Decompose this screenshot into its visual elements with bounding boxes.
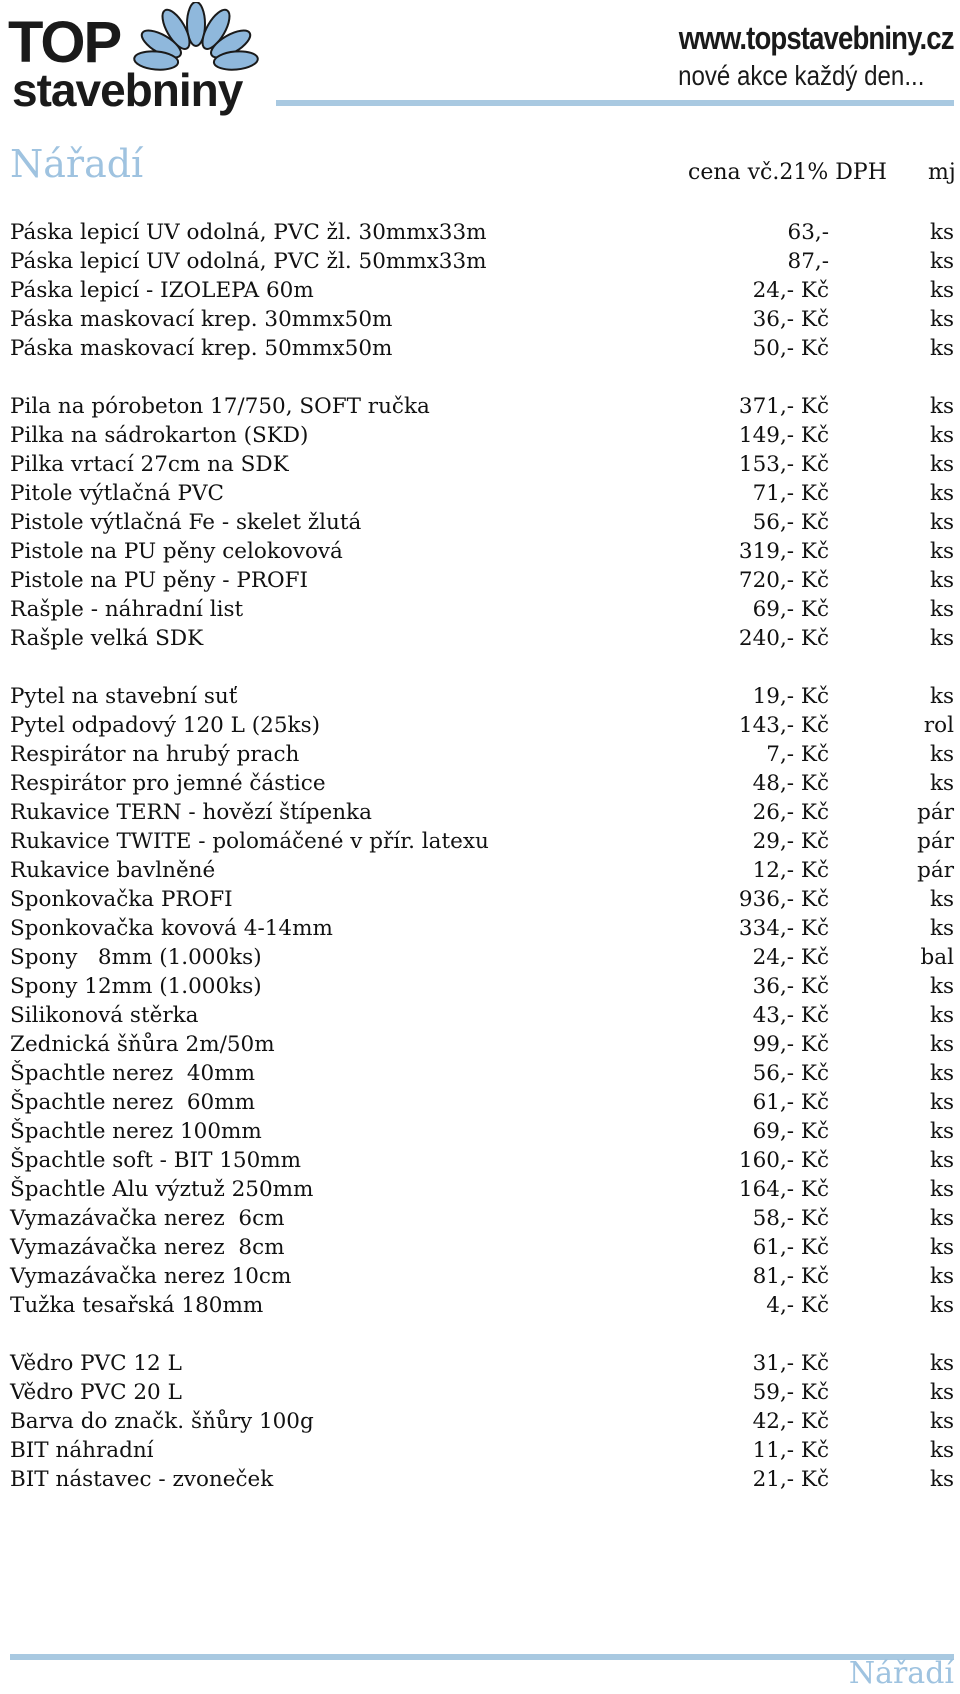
table-row bbox=[0, 1378, 960, 1407]
item-price: 59,- Kč bbox=[752, 1380, 829, 1405]
table-row bbox=[0, 479, 960, 508]
item-unit: ks bbox=[929, 1380, 954, 1405]
item-name: Sponkovačka kovová 4-14mm bbox=[10, 916, 333, 941]
item-price: 58,- Kč bbox=[752, 1206, 829, 1231]
item-unit: ks bbox=[929, 1119, 954, 1144]
site-url[interactable]: www.topstavebniny.cz bbox=[679, 20, 954, 56]
item-unit: ks bbox=[929, 1032, 954, 1057]
item-name: Rukavice bavlněné bbox=[10, 858, 216, 883]
item-name: Rukavice TERN - hovězí štípenka bbox=[10, 800, 372, 825]
table-row bbox=[0, 769, 960, 798]
item-unit: ks bbox=[929, 1148, 954, 1173]
item-price: 143,- Kč bbox=[738, 713, 829, 738]
item-name: Sponkovačka PROFI bbox=[10, 887, 233, 912]
item-unit: bal bbox=[920, 945, 954, 970]
table-row bbox=[0, 537, 960, 566]
header-rule bbox=[276, 100, 954, 106]
table-row bbox=[0, 508, 960, 537]
item-name: Pistole výtlačná Fe - skelet žlutá bbox=[10, 510, 362, 535]
item-price: 81,- Kč bbox=[752, 1264, 829, 1289]
item-price: 36,- Kč bbox=[752, 307, 829, 332]
table-row bbox=[0, 740, 960, 769]
item-price: 319,- Kč bbox=[738, 539, 829, 564]
item-name: Špachtle Alu výztuž 250mm bbox=[10, 1177, 314, 1202]
table-row bbox=[0, 827, 960, 856]
item-price: 42,- Kč bbox=[752, 1409, 829, 1434]
table-row bbox=[0, 711, 960, 740]
table-row bbox=[0, 247, 960, 276]
item-price: 36,- Kč bbox=[752, 974, 829, 999]
item-unit: pár bbox=[917, 829, 954, 854]
logo-bottom-text: stavebniny bbox=[12, 64, 243, 116]
item-name: Páska lepicí - IZOLEPA 60m bbox=[10, 278, 314, 303]
item-unit: ks bbox=[929, 974, 954, 999]
table-row bbox=[0, 972, 960, 1001]
item-name: Rašple - náhradní list bbox=[10, 597, 244, 622]
table-row bbox=[0, 1175, 960, 1204]
item-unit: ks bbox=[929, 626, 954, 651]
item-unit: ks bbox=[929, 394, 954, 419]
item-price: 63,- bbox=[787, 220, 829, 245]
item-unit: ks bbox=[929, 278, 954, 303]
item-price: 240,- Kč bbox=[738, 626, 829, 651]
item-name: Vymazávačka nerez 6cm bbox=[10, 1206, 285, 1231]
item-name: Vymazávačka nerez 10cm bbox=[10, 1264, 292, 1289]
item-name: Páska maskovací krep. 30mmx50m bbox=[10, 307, 393, 332]
table-row bbox=[0, 450, 960, 479]
item-unit: ks bbox=[929, 1003, 954, 1028]
table-row bbox=[0, 1030, 960, 1059]
table-row bbox=[0, 334, 960, 363]
table-row bbox=[0, 1407, 960, 1436]
item-unit: ks bbox=[929, 452, 954, 477]
table-row bbox=[0, 914, 960, 943]
item-unit: ks bbox=[929, 220, 954, 245]
item-name: Vymazávačka nerez 8cm bbox=[10, 1235, 285, 1260]
table-row bbox=[0, 421, 960, 450]
section-title: Nářadí bbox=[10, 142, 144, 186]
item-price: 99,- Kč bbox=[752, 1032, 829, 1057]
group-spacer bbox=[0, 363, 960, 392]
table-row bbox=[0, 1059, 960, 1088]
item-unit: ks bbox=[929, 742, 954, 767]
table-row bbox=[0, 682, 960, 711]
item-unit: ks bbox=[929, 1235, 954, 1260]
item-price: 4,- Kč bbox=[766, 1293, 829, 1318]
item-unit: pár bbox=[917, 800, 954, 825]
table-row bbox=[0, 1436, 960, 1465]
item-unit: ks bbox=[929, 771, 954, 796]
group-spacer bbox=[0, 653, 960, 682]
item-price: 149,- Kč bbox=[738, 423, 829, 448]
logo-top-text: TOP bbox=[8, 10, 121, 75]
item-price: 29,- Kč bbox=[752, 829, 829, 854]
item-name: Pytel na stavební suť bbox=[10, 684, 238, 709]
table-row bbox=[0, 856, 960, 885]
table-row bbox=[0, 1291, 960, 1320]
item-price: 50,- Kč bbox=[752, 336, 829, 361]
item-unit: ks bbox=[929, 1351, 954, 1376]
item-name: Pila na pórobeton 17/750, SOFT ručka bbox=[10, 394, 430, 419]
item-unit: ks bbox=[929, 307, 954, 332]
item-unit: ks bbox=[929, 1438, 954, 1463]
item-unit: ks bbox=[929, 423, 954, 448]
table-row bbox=[0, 1204, 960, 1233]
unit-column-header: mj bbox=[928, 160, 956, 185]
item-price: 936,- Kč bbox=[738, 887, 829, 912]
group-spacer bbox=[0, 1320, 960, 1349]
item-name: Silikonová stěrka bbox=[10, 1003, 199, 1028]
item-unit: ks bbox=[929, 916, 954, 941]
table-row bbox=[0, 392, 960, 421]
item-price: 43,- Kč bbox=[752, 1003, 829, 1028]
item-price: 61,- Kč bbox=[752, 1235, 829, 1260]
item-unit: ks bbox=[929, 568, 954, 593]
item-name: BIT nástavec - zvoneček bbox=[10, 1467, 274, 1492]
item-price: 11,- Kč bbox=[752, 1438, 829, 1463]
table-row bbox=[0, 1146, 960, 1175]
item-price: 720,- Kč bbox=[738, 568, 829, 593]
item-name: BIT náhradní bbox=[10, 1438, 154, 1463]
table-row bbox=[0, 1233, 960, 1262]
table-row bbox=[0, 1001, 960, 1030]
table-row bbox=[0, 1465, 960, 1494]
item-price: 26,- Kč bbox=[752, 800, 829, 825]
item-name: Tužka tesařská 180mm bbox=[10, 1293, 264, 1318]
brand-logo bbox=[4, 2, 276, 120]
item-price: 56,- Kč bbox=[752, 1061, 829, 1086]
item-unit: ks bbox=[929, 597, 954, 622]
item-price: 153,- Kč bbox=[738, 452, 829, 477]
item-unit: rol bbox=[923, 713, 954, 738]
table-row bbox=[0, 1262, 960, 1291]
item-price: 334,- Kč bbox=[738, 916, 829, 941]
item-unit: ks bbox=[929, 684, 954, 709]
item-unit: ks bbox=[929, 1409, 954, 1434]
table-row bbox=[0, 1088, 960, 1117]
table-row bbox=[0, 1117, 960, 1146]
item-price: 164,- Kč bbox=[738, 1177, 829, 1202]
table-row bbox=[0, 885, 960, 914]
item-price: 21,- Kč bbox=[752, 1467, 829, 1492]
item-unit: ks bbox=[929, 481, 954, 506]
item-name: Respirátor na hrubý prach bbox=[10, 742, 300, 767]
table-row bbox=[0, 624, 960, 653]
item-price: 69,- Kč bbox=[752, 597, 829, 622]
item-name: Pilka na sádrokarton (SKD) bbox=[10, 423, 309, 448]
item-price: 371,- Kč bbox=[738, 394, 829, 419]
item-name: Rukavice TWITE - polomáčené v přír. latexu bbox=[10, 829, 489, 854]
item-price: 56,- Kč bbox=[752, 510, 829, 535]
item-unit: ks bbox=[929, 1293, 954, 1318]
item-price: 19,- Kč bbox=[752, 684, 829, 709]
item-unit: ks bbox=[929, 510, 954, 535]
item-unit: ks bbox=[929, 336, 954, 361]
item-unit: ks bbox=[929, 1206, 954, 1231]
item-name: Pilka vrtací 27cm na SDK bbox=[10, 452, 289, 477]
item-unit: ks bbox=[929, 1061, 954, 1086]
site-slogan: nové akce každý den... bbox=[677, 60, 924, 91]
table-row bbox=[0, 595, 960, 624]
table-row bbox=[0, 1349, 960, 1378]
item-name: Rašple velká SDK bbox=[10, 626, 204, 651]
item-name: Špachtle nerez 60mm bbox=[10, 1090, 255, 1115]
table-row bbox=[0, 566, 960, 595]
price-list bbox=[0, 218, 960, 1494]
item-unit: ks bbox=[929, 1264, 954, 1289]
item-price: 71,- Kč bbox=[752, 481, 829, 506]
item-name: Respirátor pro jemné částice bbox=[10, 771, 326, 796]
item-unit: ks bbox=[929, 1177, 954, 1202]
item-price: 160,- Kč bbox=[738, 1148, 829, 1173]
item-name: Špachtle nerez 40mm bbox=[10, 1061, 255, 1086]
item-unit: ks bbox=[929, 1467, 954, 1492]
item-price: 7,- Kč bbox=[766, 742, 829, 767]
price-column-header: cena vč.21% DPH bbox=[688, 160, 887, 185]
table-row bbox=[0, 276, 960, 305]
item-unit: ks bbox=[929, 1090, 954, 1115]
item-name: Špachtle soft - BIT 150mm bbox=[10, 1148, 302, 1173]
item-price: 48,- Kč bbox=[752, 771, 829, 796]
item-price: 31,- Kč bbox=[752, 1351, 829, 1376]
table-row bbox=[0, 798, 960, 827]
item-name: Páska lepicí UV odolná, PVC žl. 50mmx33m bbox=[10, 249, 487, 274]
item-unit: ks bbox=[929, 887, 954, 912]
item-name: Vědro PVC 20 L bbox=[10, 1380, 182, 1405]
table-row bbox=[0, 218, 960, 247]
item-name: Špachtle nerez 100mm bbox=[10, 1119, 262, 1144]
item-name: Barva do značk. šňůry 100g bbox=[10, 1409, 314, 1434]
item-price: 87,- bbox=[787, 249, 829, 274]
item-unit: ks bbox=[929, 539, 954, 564]
item-name: Spony 8mm (1.000ks) bbox=[10, 945, 262, 970]
table-row bbox=[0, 943, 960, 972]
item-unit: ks bbox=[929, 249, 954, 274]
item-price: 61,- Kč bbox=[752, 1090, 829, 1115]
table-row bbox=[0, 305, 960, 334]
footer-title: Nářadí bbox=[848, 1656, 954, 1691]
item-price: 24,- Kč bbox=[752, 945, 829, 970]
item-name: Pistole na PU pěny - PROFI bbox=[10, 568, 309, 593]
item-name: Spony 12mm (1.000ks) bbox=[10, 974, 262, 999]
item-name: Páska lepicí UV odolná, PVC žl. 30mmx33m bbox=[10, 220, 487, 245]
item-name: Vědro PVC 12 L bbox=[10, 1351, 182, 1376]
item-name: Pitole výtlačná PVC bbox=[10, 481, 224, 506]
item-name: Pistole na PU pěny celokovová bbox=[10, 539, 343, 564]
item-name: Páska maskovací krep. 50mmx50m bbox=[10, 336, 393, 361]
item-price: 69,- Kč bbox=[752, 1119, 829, 1144]
item-price: 12,- Kč bbox=[752, 858, 829, 883]
footer-rule bbox=[10, 1654, 954, 1660]
item-name: Pytel odpadový 120 L (25ks) bbox=[10, 713, 320, 738]
item-name: Zednická šňůra 2m/50m bbox=[10, 1032, 275, 1057]
item-price: 24,- Kč bbox=[752, 278, 829, 303]
item-unit: pár bbox=[917, 858, 954, 883]
